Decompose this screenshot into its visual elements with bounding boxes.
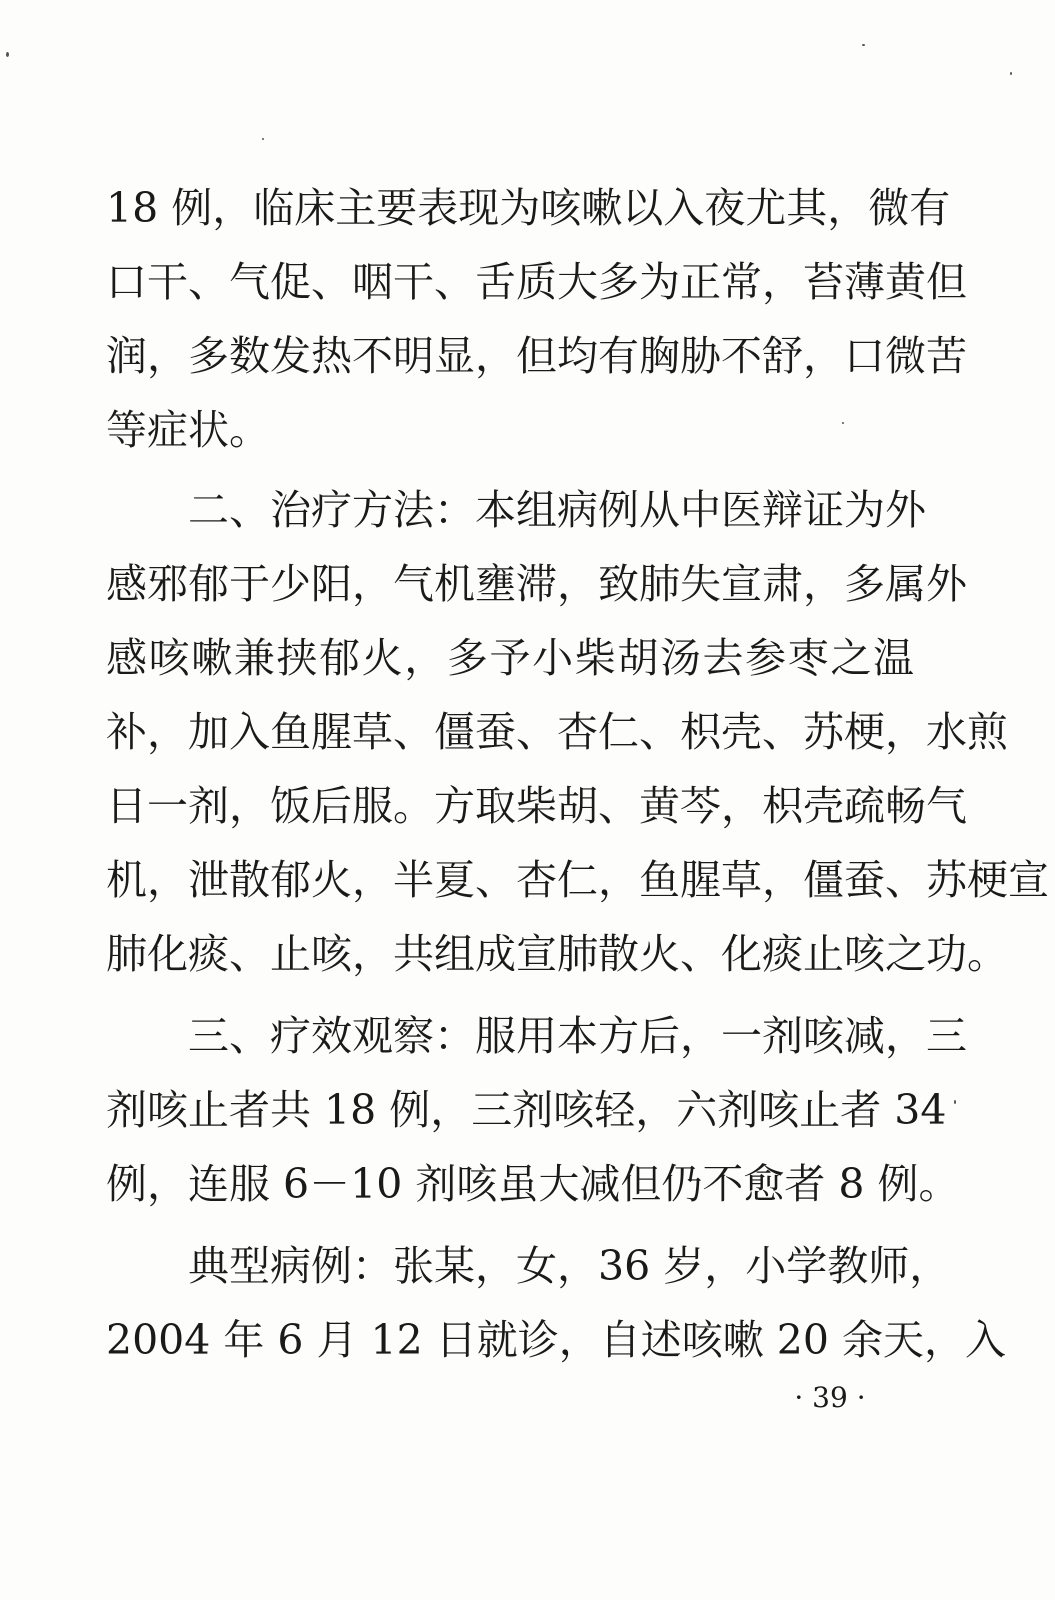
text-line: 2004 年 6 月 12 日就诊，自述咳嗽 20 余天，入	[106, 1316, 1006, 1364]
text-line: 日一剂，饭后服。方取柴胡、黄芩，枳壳疏畅气	[106, 782, 967, 830]
scan-speck	[954, 1100, 956, 1104]
paragraph-heading-line: 三、疗效观察：服用本方后，一剂咳减，三	[188, 1012, 967, 1060]
paragraph-heading-line: 典型病例：张某，女，36 岁，小学教师，	[188, 1242, 951, 1290]
text-line: 剂咳止者共 18 例，三剂咳轻，六剂咳止者 34	[106, 1086, 947, 1134]
text-line: 机，泄散郁火，半夏、杏仁，鱼腥草，僵蚕、苏梗宣	[106, 856, 1049, 904]
text-line: 口干、气促、咽干、舌质大多为正常，苔薄黄但	[106, 258, 967, 306]
scan-speck	[862, 44, 865, 46]
text-line: 例，连服 6－10 剂咳虽大减但仍不愈者 8 例。	[106, 1160, 960, 1208]
text-line: 18 例，临床主要表现为咳嗽以入夜尤其，微有	[106, 184, 951, 232]
paragraph-heading-line: 二、治疗方法：本组病例从中医辩证为外	[188, 486, 926, 534]
page-number: · 39 ·	[794, 1381, 866, 1414]
text-line: 补，加入鱼腥草、僵蚕、杏仁、枳壳、苏梗，水煎	[106, 708, 1008, 756]
text-line: 感咳嗽兼挟郁火，多予小柴胡汤去参枣之温	[106, 634, 914, 682]
scan-speck	[1010, 72, 1012, 75]
text-line: 等症状。	[106, 406, 270, 454]
scan-speck	[6, 52, 9, 57]
scan-speck	[262, 138, 264, 140]
scan-speck	[842, 422, 844, 424]
text-line: 感邪郁于少阳，气机壅滞，致肺失宣肃，多属外	[106, 560, 967, 608]
text-line: 肺化痰、止咳，共组成宣肺散火、化痰止咳之功。	[106, 930, 1008, 978]
text-line: 润，多数发热不明显，但均有胸胁不舒，口微苦	[106, 332, 967, 380]
